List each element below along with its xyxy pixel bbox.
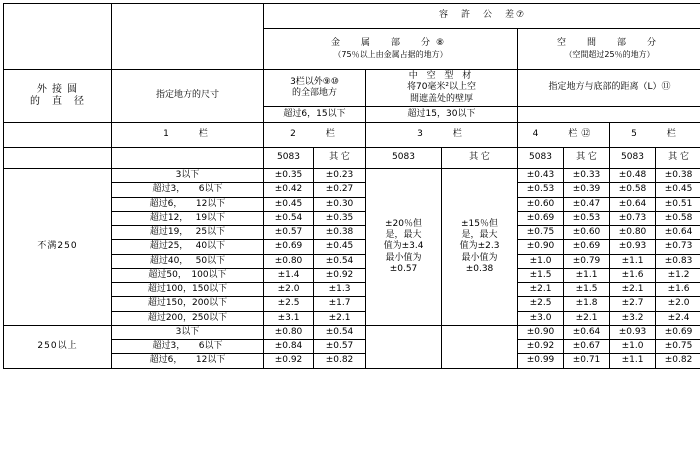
value-col5-5083: ±0.48 [610,169,656,183]
size-cell: 超过25， 40以下 [112,240,264,254]
size-cell: 超过12， 19以下 [112,211,264,225]
value-col4-other: ±1.5 [564,283,610,297]
hollow-part-title: 空 間 部 分 [520,38,699,49]
value-col4-other: ±2.1 [564,311,610,325]
value-col2-5083: ±0.84 [264,340,314,354]
col3-note-right-l2: 是，最大 [444,230,515,241]
value-col5-other: ±0.69 [656,325,700,339]
value-col2-5083: ±0.35 [264,169,314,183]
col3-note-left-l2: 是，最大 [368,230,439,241]
alloy-col3-5083: 5083 [366,148,442,169]
value-col2-other: ±1.3 [314,283,366,297]
value-col5-other: ±2.4 [656,311,700,325]
value-col5-5083: ±1.1 [610,354,656,368]
hollow-distance-header: 指定地方与底部的距离（L）⑪ [518,70,700,107]
value-col4-5083: ±0.99 [518,354,564,368]
value-col4-other: ±0.60 [564,226,610,240]
value-col5-5083: ±0.64 [610,197,656,211]
group-label-over-250: 250以上 [4,325,112,368]
size-cell: 超过40， 50以下 [112,254,264,268]
col3-note-right-l3: 值为±2.3 [444,241,515,252]
alloy-col2-5083: 5083 [264,148,314,169]
value-col5-other: ±1.2 [656,268,700,282]
alloy-blank-2 [112,148,264,169]
value-col2-5083: ±0.42 [264,183,314,197]
col3-empty-right [442,325,518,368]
value-col5-other: ±0.58 [656,211,700,225]
outer-diameter-header [4,70,112,123]
col3-desc-line-2: 将70毫米²以上空 [368,82,515,93]
document-page [0,3,700,473]
header-row-3 [4,70,700,107]
value-col5-5083: ±1.6 [610,268,656,282]
size-cell: 3以下 [112,169,264,183]
value-col2-other: ±0.57 [314,340,366,354]
value-col5-5083: ±0.73 [610,211,656,225]
value-col5-5083: ±0.80 [610,226,656,240]
value-col4-5083: ±0.75 [518,226,564,240]
alloy-col4-other: 其 它 [564,148,610,169]
value-col2-5083: ±0.80 [264,325,314,339]
size-cell: 超过6， 12以下 [112,197,264,211]
value-col5-5083: ±3.2 [610,311,656,325]
value-col2-5083: ±3.1 [264,311,314,325]
value-col2-other: ±0.38 [314,226,366,240]
value-col4-other: ±0.64 [564,325,610,339]
col3-empty-left [366,325,442,368]
tolerance-table [3,3,700,369]
value-col4-other: ±0.79 [564,254,610,268]
alloy-col5-5083: 5083 [610,148,656,169]
value-col2-other: ±0.45 [314,240,366,254]
empty-corner-cell [4,4,112,70]
value-col5-other: ±0.38 [656,169,700,183]
value-col5-other: ±2.0 [656,297,700,311]
value-col2-5083: ±1.4 [264,268,314,282]
alloy-col2-other: 其 它 [314,148,366,169]
value-col5-other: ±0.82 [656,354,700,368]
metal-part-title: 金 属 部 分⑧ [266,38,515,49]
col3-note-right-l4: 最小值为 [444,253,515,264]
value-col4-5083: ±0.92 [518,340,564,354]
size-cell: 超过150，200以下 [112,297,264,311]
value-col5-other: ±0.45 [656,183,700,197]
value-col5-other: ±0.75 [656,340,700,354]
value-col2-other: ±0.92 [314,268,366,282]
value-col5-other: ±0.73 [656,240,700,254]
table-row [4,169,700,183]
value-col2-other: ±1.7 [314,297,366,311]
value-col4-other: ±0.53 [564,211,610,225]
alloy-col4-5083: 5083 [518,148,564,169]
value-col4-5083: ±0.90 [518,240,564,254]
group-label-under-250: 不满250 [4,169,112,326]
col-label-4: 4 栏⑫ [518,123,610,148]
size-cell: 3以下 [112,325,264,339]
value-col5-5083: ±0.58 [610,183,656,197]
value-col4-other: ±1.8 [564,297,610,311]
alloy-blank-1 [4,148,112,169]
header-row-6-alloys [4,148,700,169]
col3-note-right-l1: ±15％但 [444,219,515,230]
value-col2-other: ±0.54 [314,325,366,339]
value-col4-other: ±0.67 [564,340,610,354]
size-cell: 超过50， 100以下 [112,268,264,282]
size-cell: 超过3， 6以下 [112,183,264,197]
value-col4-other: ±0.69 [564,240,610,254]
col3-description [366,70,518,107]
value-col2-5083: ±0.54 [264,211,314,225]
value-col4-other: ±0.47 [564,197,610,211]
value-col5-5083: ±0.93 [610,240,656,254]
value-col2-5083: ±2.0 [264,283,314,297]
outer-diameter-line-2: 的 直 径 [6,96,109,109]
col3-desc-line-1: 中 空 型 材 [368,71,515,82]
value-col2-5083: ±0.57 [264,226,314,240]
size-cell: 超过6， 12以下 [112,354,264,368]
value-col2-5083: ±0.80 [264,254,314,268]
value-col4-other: ±0.33 [564,169,610,183]
col2-description [264,70,366,107]
designated-size-header: 指定地方的尺寸 [112,70,264,123]
tolerance-title: 容 許 公 差⑦ [264,4,700,29]
value-col5-other: ±0.83 [656,254,700,268]
col3-note-right [442,169,518,326]
col3-note-left-l1: ±20％但 [368,219,439,230]
col3-note-right-l5: ±0.38 [444,264,515,275]
value-col2-other: ±0.27 [314,183,366,197]
value-col5-5083: ±1.1 [610,254,656,268]
size-cell: 超过200，250以下 [112,311,264,325]
value-col5-5083: ±0.93 [610,325,656,339]
col-label-3: 3 栏 [366,123,518,148]
col3-note-left-l5: ±0.57 [368,264,439,275]
value-col2-5083: ±0.69 [264,240,314,254]
col-label-blank [4,123,112,148]
value-col4-5083: ±0.69 [518,211,564,225]
hollow-part-subtitle: （空間超过25％的地方） [520,50,699,60]
col3-note-left [366,169,442,326]
header-row-1 [4,4,700,29]
value-col2-other: ±0.54 [314,254,366,268]
value-col4-5083: ±1.5 [518,268,564,282]
table-row [4,325,700,339]
value-col5-other: ±0.51 [656,197,700,211]
value-col2-5083: ±0.92 [264,354,314,368]
col3-desc-line-3: 間遮盖处的壁厚 [368,94,515,105]
metal-part-subtitle: （75％以上由金属占据的地方） [266,50,515,60]
col-label-2: 2 栏 [264,123,366,148]
value-col5-5083: ±2.1 [610,283,656,297]
value-col4-5083: ±0.60 [518,197,564,211]
value-col5-other: ±1.6 [656,283,700,297]
value-col4-5083: ±3.0 [518,311,564,325]
col-label-1: 1 栏 [112,123,264,148]
alloy-col5-other: 其 它 [656,148,700,169]
alloy-col3-other: 其 它 [442,148,518,169]
hollow-range-1: 超过6，15以下 [264,106,366,122]
value-col4-5083: ±0.90 [518,325,564,339]
value-col4-other: ±0.39 [564,183,610,197]
size-cell: 超过19， 25以下 [112,226,264,240]
empty-corner-cell-2 [112,4,264,70]
size-cell: 超过3， 6以下 [112,340,264,354]
value-col2-5083: ±2.5 [264,297,314,311]
value-col2-other: ±2.1 [314,311,366,325]
outer-diameter-line-1: 外 接 圆 [6,84,109,97]
value-col2-other: ±0.35 [314,211,366,225]
hollow-part-header [518,29,700,70]
value-col2-other: ±0.82 [314,354,366,368]
col2-desc-line-2: 的全部地方 [266,88,363,99]
value-col4-5083: ±0.53 [518,183,564,197]
value-col2-other: ±0.30 [314,197,366,211]
value-col4-other: ±1.1 [564,268,610,282]
size-cell: 超过100，150以下 [112,283,264,297]
value-col2-other: ±0.23 [314,169,366,183]
value-col4-other: ±0.71 [564,354,610,368]
col2-desc-line-1: 3栏以外⑨⑩ [266,77,363,88]
header-row-5-column-numbers [4,123,700,148]
col3-note-left-l4: 最小值为 [368,253,439,264]
value-col5-other: ±0.64 [656,226,700,240]
col-label-5: 5 栏 [610,123,700,148]
value-col4-5083: ±1.0 [518,254,564,268]
metal-part-header [264,29,518,70]
col3-note-left-l3: 值为±3.4 [368,241,439,252]
hollow-range-2: 超过15，30以下 [366,106,518,122]
value-col5-5083: ±2.7 [610,297,656,311]
value-col4-5083: ±2.1 [518,283,564,297]
value-col4-5083: ±2.5 [518,297,564,311]
value-col2-5083: ±0.45 [264,197,314,211]
value-col4-5083: ±0.43 [518,169,564,183]
value-col5-5083: ±1.0 [610,340,656,354]
